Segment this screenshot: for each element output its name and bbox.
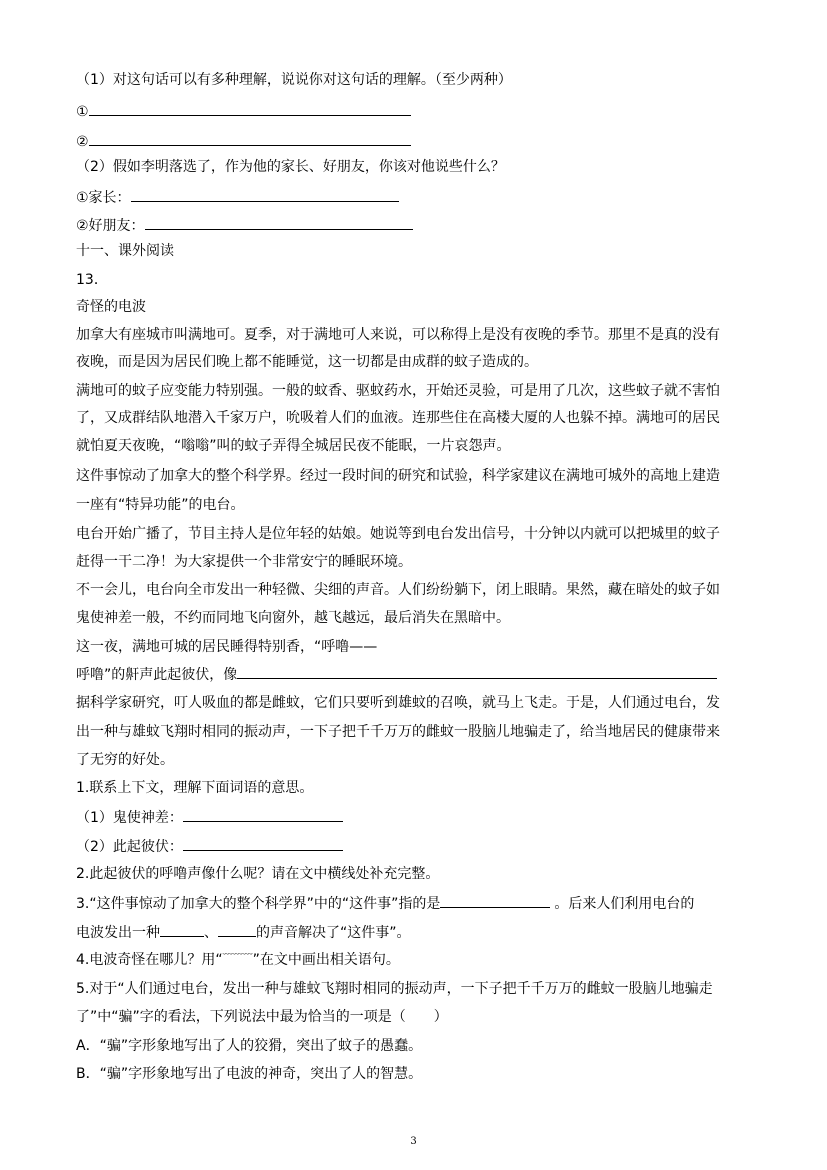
- blank-line[interactable]: [145, 215, 413, 230]
- task-2-prompt: 2.此起彼伏的呼噜声像什么呢？请在文中横线处补充完整。: [76, 866, 440, 882]
- answer-friend: ②好朋友：: [76, 215, 413, 236]
- passage-line: 这件事惊动了加拿大的整个科学界。经过一段时间的研究和试验，科学家建议在满地可城外的高地上建造: [76, 468, 720, 484]
- q-part2-prompt: （2）假如李明落选了，作为他的家长、好朋友，你该对他说些什么？: [76, 159, 505, 175]
- blank-line[interactable]: [89, 131, 411, 146]
- passage-line: 夜晚，而是因为居民们晚上都不能睡觉，这一切都是由成群的蚊子造成的。: [76, 354, 538, 370]
- blank-line[interactable]: [237, 664, 717, 679]
- blank-line[interactable]: [218, 922, 256, 937]
- task-5-prompt-line: 5.对于“人们通过电台，发出一种与雄蚊飞翔时相同的振动声，一下子把千千万万的雌蚊一股脑儿地骗走: [76, 981, 713, 997]
- task-4-prompt: 4.电波奇怪在哪儿？用“﹋﹋﹋”在文中画出相关语句。: [76, 952, 400, 968]
- passage-line: 了无穷的好处。: [76, 752, 174, 768]
- passage-line: 一座有“特异功能”的电台。: [76, 497, 245, 513]
- blank-line[interactable]: [160, 922, 204, 937]
- passage-line: 鬼使神差一般，不约而同地飞向窗外，越飞越远，最后消失在黑暗中。: [76, 610, 510, 626]
- passage-title: 奇怪的电波: [76, 299, 146, 315]
- section-heading: 十一、课外阅读: [76, 243, 174, 259]
- option-b[interactable]: B．“骗”字形象地写出了电波的神奇，突出了人的智慧。: [76, 1066, 423, 1082]
- passage-line-with-blank: 呼噜”的鼾声此起彼伏，像: [76, 664, 717, 685]
- q-part1-prompt: （1）对这句话可以有多种理解，说说你对这句话的理解。（至少两种）: [76, 72, 512, 88]
- passage-line: 加拿大有座城市叫满地可。夏季，对于满地可人来说，可以称得上是没有夜晚的季节。那里不是真的没有: [76, 327, 720, 343]
- task-3-line-2: 电波发出一种 、 的声音解决了“这件事”。: [76, 922, 411, 943]
- passage-line: 这一夜，满地可城的居民睡得特别香，“呼噜——: [76, 639, 378, 655]
- answer-parent: ①家长：: [76, 187, 399, 208]
- passage-line: 赶得一干二净！为大家提供一个非常安宁的睡眠环境。: [76, 554, 412, 570]
- task-3-line-1: 3.“这件事惊动了加拿大的整个科学界”中的“这件事”指的是 。后来人们利用电台的: [76, 893, 694, 914]
- blank-line[interactable]: [183, 836, 343, 851]
- blank-line[interactable]: [131, 187, 399, 202]
- blank-line[interactable]: [440, 893, 550, 908]
- answer-line-2: ②: [76, 131, 411, 152]
- passage-line: 了，又成群结队地潜入千家万户，吮吸着人们的血液。连那些住在高楼大厦的人也躲不掉。满地可的居民: [76, 410, 720, 426]
- task-1-prompt: 1.联系上下文，理解下面词语的意思。: [76, 780, 314, 796]
- passage-line: 出一种与雄蚊飞翔时相同的振动声，一下子把千千万万的雌蚊一股脑儿地骗走了，给当地居民的健康带来: [76, 724, 720, 740]
- task-1-item-1: （1）鬼使神差：: [76, 807, 343, 828]
- passage-line: 电台开始广播了，节目主持人是位年轻的姑娘。她说等到电台发出信号，十分钟以内就可以把城里的蚊子: [76, 526, 720, 542]
- answer-line-1: ①: [76, 101, 411, 122]
- wavy-line-symbol: ﹋﹋﹋: [222, 954, 253, 965]
- passage-line: 据科学家研究，叮人吸血的都是雌蚊，它们只要听到雄蚊的召唤，就马上飞走。于是，人们通过电台，发: [76, 695, 720, 711]
- option-a[interactable]: A．“骗”字形象地写出了人的狡猾，突出了蚊子的愚蠢。: [76, 1038, 423, 1054]
- passage-line: 满地可的蚊子应变能力特别强。一般的蚊香、驱蚊药水，开始还灵验，可是用了几次，这些蚊子就不害怕: [76, 383, 720, 399]
- page-number: 3: [410, 1136, 417, 1147]
- passage-line: 不一会儿，电台向全市发出一种轻微、尖细的声音。人们纷纷躺下，闭上眼睛。果然，藏在暗处的蚊子如: [76, 582, 720, 598]
- blank-line[interactable]: [89, 101, 411, 116]
- task-5-prompt-line: 了”中“骗”字的看法，下列说法中最为恰当的一项是（ ）: [76, 1009, 448, 1025]
- passage-line: 就怕夏天夜晚，“嗡嗡”叫的蚊子弄得全城居民夜不能眠，一片哀怨声。: [76, 438, 511, 454]
- task-1-item-2: （2）此起彼伏：: [76, 836, 343, 857]
- blank-line[interactable]: [183, 807, 343, 822]
- question-number: 13．: [76, 272, 108, 288]
